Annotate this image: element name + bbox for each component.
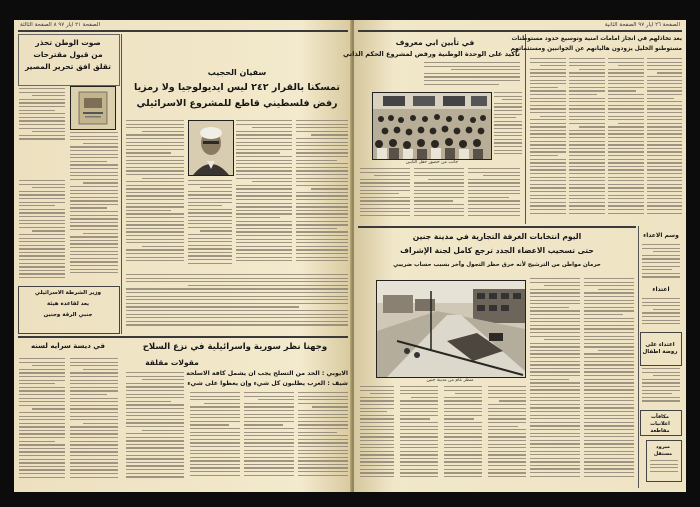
- main-story-col-3: [296, 120, 348, 270]
- section-rule: [18, 336, 348, 338]
- portrait-photo: [188, 120, 234, 176]
- right-page: [343, 20, 686, 492]
- side-box-line-1: وزير الشرطة الاسرائيلي: [34, 290, 102, 296]
- top-left-intro-text: [424, 62, 520, 90]
- top-right-col-3: [608, 58, 644, 220]
- side-box-right-1-label: اعتداء على روضة اطفال: [642, 342, 678, 355]
- main-headline-2: رفض فلسطيني قاطع للمشروع الاسرائيلي: [136, 98, 338, 109]
- main-story-col-1: [126, 120, 184, 270]
- kicker: سفيان الحجيب: [207, 68, 267, 77]
- newspaper-spread: [14, 20, 686, 492]
- bottom-col-4: [190, 392, 240, 486]
- book-cover-illustration: [71, 87, 115, 129]
- bottom-sub-1: مقولات مقلقة: [145, 358, 199, 367]
- meeting-photo: [372, 92, 492, 160]
- bottom-col-2: [70, 358, 118, 486]
- top-left-col-1: [360, 168, 410, 220]
- column-box-title-1: صوت الوطن تحذر: [35, 38, 101, 47]
- left-page-header: الصفحة ٢١ ايار ٩٧ ٨ الصفحة الثالثة: [20, 22, 101, 28]
- street-photo: [376, 280, 526, 378]
- side-box-line-2: يعد لقاعدة هيئة: [46, 301, 90, 307]
- side-col-text-2: [642, 298, 680, 328]
- top-column-divider: [525, 34, 526, 224]
- portrait-illustration: [189, 121, 233, 175]
- side-box-right-2-label: مكافآت اعلانيات مقاطعة: [650, 414, 670, 434]
- top-left-col-3: [468, 168, 520, 220]
- headline-top-right-1: بعد تخاذلهم في انجاز امامات امنية وتوسيع حدود مستوطنات: [511, 36, 682, 42]
- top-right-col-4: [647, 58, 682, 220]
- left-col-text-b: [70, 132, 118, 282]
- headline-mid-3: حرمان مواطن من الترشيح لأنه خرق حظر التجول وآخر بسبب حساب ضريبي: [393, 262, 601, 268]
- header-rule-right: [358, 30, 682, 32]
- mid-col-2: [584, 278, 634, 484]
- bottom-sub-2: الايوبي : الحد من التسلح يجب ان يشمل كافة الاسلحة: [186, 370, 348, 377]
- bottom-headline: وجهنا نظر سورية واسرائيلية في نزع السلاح: [142, 342, 328, 352]
- street-scene-illustration: [377, 281, 525, 377]
- left-page: [14, 20, 352, 492]
- bottom-col-3: [126, 372, 184, 486]
- lower-col-1: [360, 386, 394, 484]
- column-box-title-3: تقلق افق تحرير المصير: [24, 62, 111, 71]
- right-side-divider: [638, 226, 639, 488]
- bottom-col-6: [298, 392, 348, 486]
- column-divider: [121, 34, 122, 334]
- lower-col-3: [444, 386, 482, 484]
- photo-side-text: [494, 92, 522, 158]
- corner-box-label: ميرود مستقل: [653, 444, 673, 457]
- mid-col-1: [530, 278, 580, 484]
- main-story-lower-text: [126, 274, 348, 330]
- bottom-sub-3: شيف : العرب يطلبون كل شيء وإن يعطوا على شيء: [187, 380, 348, 387]
- header-rule: [18, 30, 348, 32]
- headline-mid-2: حتى تسحيب الاعضاء الجدد ترجع كامل لجنة الإشراف: [400, 246, 594, 255]
- top-left-col-2: [414, 168, 464, 220]
- column-box-title-2: من قبول مقترحات: [33, 50, 103, 59]
- side-title-1: وسم الاعداء: [643, 232, 679, 239]
- lower-col-4: [488, 386, 526, 484]
- left-col-text-c: [19, 180, 65, 286]
- headline-mid-1: اليوم انتخابات الغرفة التجارية في مدينة جنين: [412, 232, 582, 241]
- main-story-col-2: [236, 120, 292, 270]
- side-col-text-3: [642, 368, 680, 406]
- book-thumbnail: [70, 86, 116, 130]
- top-right-col-1: [530, 58, 566, 220]
- right-kicker: في تأبين ابي معروف: [395, 38, 475, 47]
- top-right-col-2: [569, 58, 605, 220]
- bottom-left-headline: في ديسة سرايه لسنه: [31, 342, 105, 350]
- headline-top-right-2: مستوطنو الخليل يزودون هاليانهم عن الجوانبين ومستثماتهم: [510, 46, 682, 52]
- bottom-col-5: [244, 392, 294, 486]
- main-headline-1: تمسكنا بالقرار ٢٤٢ ليس ايديولوجيا ولا رمزيا: [134, 82, 340, 93]
- main-story-col-4: [188, 180, 232, 270]
- side-box-line-3: جنبي الرقة وجنين: [43, 312, 93, 318]
- bottom-col-1: [19, 358, 65, 486]
- mid-rule: [358, 226, 636, 228]
- headline-top-left: تأكيد على الوحدة الوطنية ورفض لمشروع الحكم الذاتي: [343, 50, 520, 58]
- photo-caption-top: جانب من حضور حفل التأبين: [405, 160, 459, 165]
- side-title-2: اعتداء: [652, 286, 670, 293]
- corner-box-text: [650, 460, 678, 478]
- side-col-text-1: [642, 244, 680, 282]
- photo-caption-bottom: منظر عام من مدينة جنين: [426, 378, 474, 383]
- left-col-text-a: [19, 88, 65, 142]
- meeting-crowd-illustration: [373, 93, 491, 159]
- right-page-header: الصفحة ٢٦ ايار ٩٧ الصفحة الثانية: [604, 22, 680, 28]
- lower-col-2: [400, 386, 438, 484]
